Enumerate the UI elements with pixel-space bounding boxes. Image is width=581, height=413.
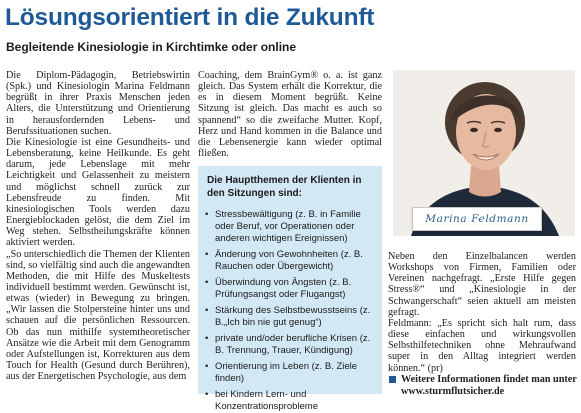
topics-list (198, 209, 382, 413)
paragraph-quote: Feldmann: „Es spricht sich halt rum, dass diese einfachen und wirkungsvollen Selbsthilfetechniken ohne Mehraufwand super in den Alltag integriert werden können.“ (pr) (388, 317, 576, 374)
topics-info-box (198, 166, 382, 412)
text-column-left (6, 70, 190, 382)
photo-caption (412, 207, 542, 231)
topics-list-item: • Stressbewältigung (z. B. in Familie oder Beruf, vor Operationen oder anderen wichtigen Ereignissen) (205, 209, 376, 245)
square-bullet-icon (389, 376, 396, 383)
paragraph-methods: „So unterschiedlich die Themen der Klienten sind, so vielfältig sind auch die angewandten Methoden, die mit Hilfe des Muskeltests individuell bestimmt werden. Gewünscht ist, etwas (wieder) in Bewegung zu bringen. „Wir lassen die Stolpersteine hinter uns und schauen auf die persönlichen Ressourcen. Ob das nun mithilfe systemtheoretischer Ansätze wie die Arbeit mit dem Genogramm oder Aufstellungen ist, Korrekturen aus dem Touch for Health (Gesund durch Berühren), aus der Energetischen Psychologie, aus dem (6, 248, 190, 383)
paragraph-coaching: Coaching, dem BrainGym® o. a. ist ganz gleich. Das System erhält die Korrektur, die es in diesem Moment begrüßt. Keine Sitzung ist gleich. Das macht es auch so spannend“ so die zweifache Mutter. Kopf, Herz und Hand kommen in die Balance und die Lebensenergie kann wieder optimal fließen. (198, 70, 382, 160)
topics-list-item: • bei Kindern Lern- und Konzentrationsprobleme (205, 389, 376, 413)
topics-list-item: • Überwindung von Ängsten (z. B. Prüfungsangst oder Flugangst) (205, 277, 376, 301)
topics-list-item: • Änderung von Gewohnheiten (z. B. Rauchen oder Übergewicht) (205, 249, 376, 273)
paragraph-intro: Die Diplom-Pädagogin, Betriebswirtin (Spk.) und Kinesiologin Marina Feldmann begrüßt in ihrer Praxis Menschen jeden Alters, die Unterstützung und Orientierung in herausfordernden Lebens- und Berufssituationen suchen. (6, 70, 190, 137)
paragraph-workshops: Neben den Einzelbalancen werden Workshops von Firmen, Familien oder Vereinen nachgefragt. „Erste Hilfe gegen Stress®“ und „Kinesiologie in der Schwangerschaft“ seien aktuell am meisten gefragt. (388, 251, 576, 318)
article-subheadline: Begleitende Kinesiologie in Kirchtimke oder online (6, 40, 297, 54)
article-headline: Lösungsorientiert in die Zukunft (5, 4, 375, 31)
more-info-note (389, 374, 579, 397)
topics-list-item: • private und/oder berufliche Krisen (z. B. Trennung, Trauer, Kündigung) (205, 333, 376, 357)
text-column-middle (198, 70, 382, 159)
topics-list-item: • Orientierung im Leben (z. B. Ziele finden) (205, 361, 376, 385)
photo-caption-text: Marina Feldmann (425, 213, 529, 225)
topics-box-title: Die Hauptthemen der Klienten in den Sitzungen sind: (207, 175, 362, 199)
more-info-text: Weitere Informationen findet man unter www.sturmflutsicher.de (401, 374, 577, 397)
text-column-right (388, 251, 576, 374)
paragraph-kinesiologie: Die Kinesiologie ist eine Gesundheits- und Lebensberatung, keine Heilkunde. Es geht darum, jede Lebenslage mit mehr Leichtigkeit und Gelassenheit zu meistern und möglichst schnell zurück zur Lebensfreude zu finden. Mit kinesiologischen Tools werden dazu Energieblockaden gelöst, die dem Ziel im Weg stehen. Selbstheilungskräfte können aktiviert werden. (6, 136, 190, 249)
topics-list-item: • Stärkung des Selbstbewusstseins (z. B.„Ich bin nie gut genug“) (205, 305, 376, 329)
